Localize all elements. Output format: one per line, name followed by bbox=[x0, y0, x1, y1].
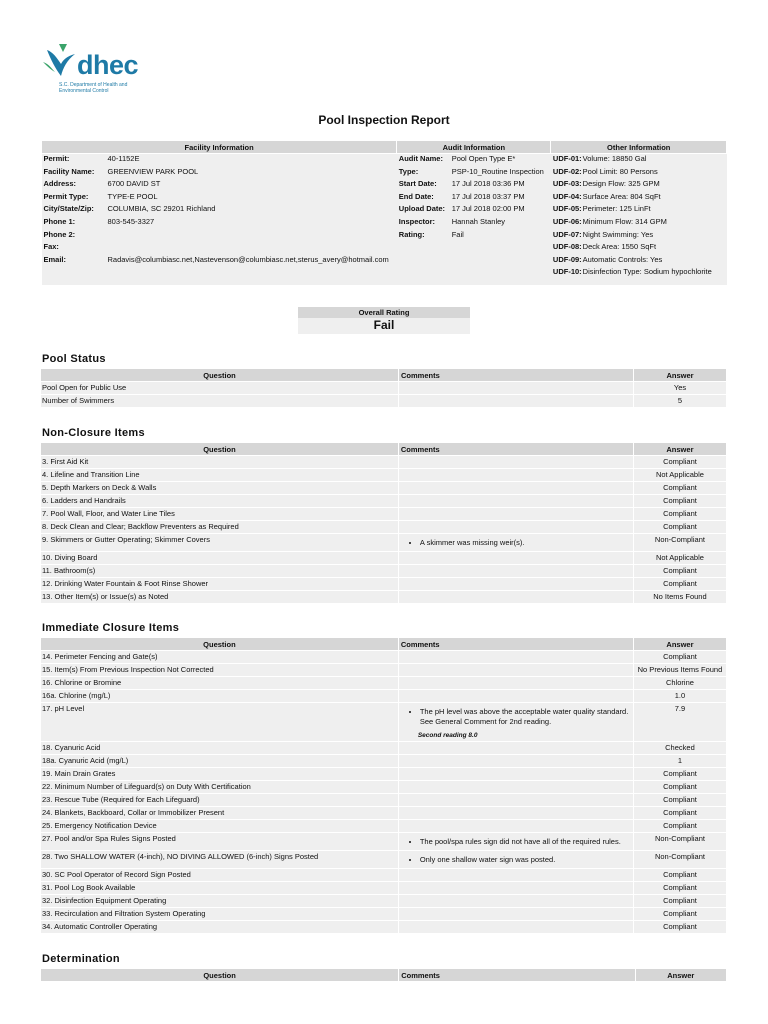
answer-value: Compliant bbox=[633, 565, 726, 578]
comment-item: • The pH level was above the acceptable water quality standard. See General Comment for 2nd reading. bbox=[420, 707, 632, 727]
facility-row bbox=[42, 242, 397, 255]
facility-row bbox=[42, 179, 397, 192]
question-row bbox=[41, 521, 727, 534]
question-text: 30. SC Pool Operator of Record Sign Posted bbox=[41, 869, 398, 882]
answer-value: Checked bbox=[633, 742, 726, 755]
comment-item: • The pool/spa rules sign did not have all of the required rules. bbox=[420, 837, 632, 847]
section-title-non-closure: Non-Closure Items bbox=[42, 427, 145, 439]
question-row bbox=[41, 469, 727, 482]
other-value: Design Flow: 325 GPM bbox=[582, 179, 660, 189]
facility-key: Phone 2: bbox=[43, 229, 76, 239]
question-row bbox=[41, 395, 727, 408]
question-column-header: Question bbox=[41, 443, 398, 456]
comment-cell bbox=[398, 664, 633, 677]
question-text: 16. Chlorine or Bromine bbox=[41, 677, 398, 690]
question-row bbox=[41, 781, 727, 794]
question-row bbox=[41, 851, 727, 869]
answer-value: Compliant bbox=[633, 895, 726, 908]
other-key: UDF-05: bbox=[552, 204, 582, 214]
audit-row bbox=[397, 217, 551, 230]
facility-key: City/State/Zip: bbox=[43, 204, 94, 214]
question-column-header: Question bbox=[41, 969, 399, 981]
column-header-row bbox=[41, 369, 727, 382]
answer-value: Not Applicable bbox=[633, 469, 726, 482]
facility-value: 40-1152E bbox=[107, 154, 140, 163]
other-key: UDF-08: bbox=[552, 242, 582, 252]
overall-rating-label: Overall Rating bbox=[298, 307, 470, 318]
facility-info bbox=[42, 154, 397, 285]
comment-cell bbox=[398, 456, 633, 469]
comment-list bbox=[400, 837, 632, 847]
answer-value: Compliant bbox=[633, 521, 726, 534]
answer-value: Non-Compliant bbox=[633, 534, 726, 552]
overall-rating-value: Fail bbox=[373, 318, 395, 332]
answer-value: Non-Compliant bbox=[633, 833, 726, 851]
facility-key: Fax: bbox=[43, 242, 59, 252]
comment-cell bbox=[398, 469, 633, 482]
facility-value: TYPE-E POOL bbox=[107, 191, 158, 201]
comment-cell bbox=[398, 807, 633, 820]
overall-rating bbox=[298, 307, 470, 334]
audit-value: Pool Open Type E* bbox=[451, 154, 516, 163]
audit-row bbox=[397, 179, 551, 192]
audit-value: PSP-10_Routine Inspection bbox=[451, 166, 544, 176]
comment-note: Second reading 8.0 bbox=[417, 732, 478, 739]
question-row bbox=[41, 508, 727, 521]
question-text: 7. Pool Wall, Floor, and Water Line Tiles bbox=[41, 508, 398, 521]
audit-key: Upload Date: bbox=[398, 204, 446, 214]
comments-column-header: Comments bbox=[398, 443, 633, 456]
audit-key: Rating: bbox=[398, 229, 425, 239]
answer-value: Compliant bbox=[633, 495, 726, 508]
immediate-closure-table bbox=[41, 638, 727, 933]
question-row bbox=[41, 908, 727, 921]
comment-cell bbox=[398, 755, 633, 768]
answer-value: Compliant bbox=[633, 508, 726, 521]
answer-value: Compliant bbox=[633, 781, 726, 794]
facility-key: Permit Type: bbox=[43, 191, 89, 201]
other-value: Deck Area: 1550 SqFt bbox=[582, 242, 657, 252]
facility-heading: Facility Information bbox=[42, 141, 397, 154]
answer-value: Non-Compliant bbox=[633, 851, 726, 869]
answer-value: No Items Found bbox=[633, 591, 726, 604]
facility-value bbox=[106, 242, 397, 255]
question-text: 17. pH Level bbox=[41, 703, 398, 742]
facility-row bbox=[42, 230, 397, 243]
audit-key: Start Date: bbox=[398, 179, 437, 189]
question-text: 11. Bathroom(s) bbox=[41, 565, 398, 578]
facility-value: Radavis@columbiasc.net,Nastevenson@columbiasc.net,sterus_avery@hotmail.com bbox=[107, 254, 389, 264]
question-text: 16a. Chlorine (mg/L) bbox=[41, 690, 398, 703]
facility-row bbox=[42, 204, 397, 217]
facility-key: Permit: bbox=[43, 154, 70, 163]
other-row bbox=[551, 217, 727, 230]
pool-status-table bbox=[41, 369, 727, 407]
comment-cell bbox=[398, 895, 633, 908]
question-text: 6. Ladders and Handrails bbox=[41, 495, 398, 508]
other-value: Night Swimming: Yes bbox=[582, 229, 654, 239]
question-text: 27. Pool and/or Spa Rules Signs Posted bbox=[41, 833, 398, 851]
comment-cell bbox=[399, 395, 634, 408]
other-key: UDF-09: bbox=[552, 254, 582, 264]
question-row bbox=[41, 651, 727, 664]
answer-value: 1.0 bbox=[633, 690, 726, 703]
question-row bbox=[41, 820, 727, 833]
determination-table bbox=[41, 969, 727, 981]
audit-row bbox=[397, 154, 551, 167]
facility-value: GREENVIEW PARK POOL bbox=[107, 166, 199, 176]
other-row bbox=[551, 192, 727, 205]
question-row bbox=[41, 690, 727, 703]
question-text: 13. Other Item(s) or Issue(s) as Noted bbox=[41, 591, 398, 604]
comment-cell bbox=[398, 851, 633, 869]
audit-row bbox=[397, 192, 551, 205]
question-text: 5. Depth Markers on Deck & Walls bbox=[41, 482, 398, 495]
question-text: 19. Main Drain Grates bbox=[41, 768, 398, 781]
other-value: Pool Limit: 80 Persons bbox=[582, 166, 658, 176]
comment-cell bbox=[398, 833, 633, 851]
question-row bbox=[41, 591, 727, 604]
question-text: 34. Automatic Controller Operating bbox=[41, 921, 398, 934]
answer-column-header: Answer bbox=[634, 369, 727, 382]
question-text: 23. Rescue Tube (Required for Each Lifeguard) bbox=[41, 794, 398, 807]
audit-info bbox=[397, 154, 551, 285]
other-key: UDF-06: bbox=[552, 216, 582, 226]
audit-heading: Audit Information bbox=[397, 141, 551, 154]
answer-value: Compliant bbox=[633, 882, 726, 895]
question-row bbox=[41, 768, 727, 781]
other-value: Automatic Controls: Yes bbox=[582, 254, 663, 264]
question-row bbox=[41, 755, 727, 768]
question-row bbox=[41, 833, 727, 851]
answer-value: Compliant bbox=[633, 820, 726, 833]
comment-cell bbox=[398, 482, 633, 495]
facility-value: 803-545-3327 bbox=[107, 216, 155, 226]
question-row bbox=[41, 703, 727, 742]
section-title-determination: Determination bbox=[42, 953, 120, 965]
answer-value: Not Applicable bbox=[633, 552, 726, 565]
comment-cell bbox=[398, 794, 633, 807]
question-row bbox=[41, 664, 727, 677]
other-value: Volume: 18850 Gal bbox=[582, 154, 647, 163]
answer-column-header: Answer bbox=[633, 443, 726, 456]
question-text: 9. Skimmers or Gutter Operating; Skimmer Covers bbox=[41, 534, 398, 552]
other-key: UDF-07: bbox=[552, 229, 582, 239]
column-header-row bbox=[41, 969, 727, 981]
other-row bbox=[551, 154, 727, 167]
facility-value: 6700 DAVID ST bbox=[107, 179, 161, 189]
comment-cell bbox=[398, 508, 633, 521]
comment-cell bbox=[398, 552, 633, 565]
audit-key: Audit Name: bbox=[398, 154, 443, 163]
question-row bbox=[41, 794, 727, 807]
comment-cell bbox=[398, 768, 633, 781]
answer-value: Compliant bbox=[633, 768, 726, 781]
comment-cell bbox=[398, 495, 633, 508]
comment-cell bbox=[398, 651, 633, 664]
other-value: Disinfection Type: Sodium hypochlorite bbox=[582, 267, 712, 277]
question-column-header: Question bbox=[41, 638, 398, 651]
comment-list bbox=[400, 538, 632, 548]
answer-value: 1 bbox=[633, 755, 726, 768]
column-header-row bbox=[41, 443, 727, 456]
logo-wordmark: dhec bbox=[77, 50, 139, 80]
question-text: 4. Lifeline and Transition Line bbox=[41, 469, 398, 482]
audit-row bbox=[397, 230, 551, 243]
other-value: Perimeter: 125 LinFt bbox=[582, 204, 651, 214]
question-text: 18. Cyanuric Acid bbox=[41, 742, 398, 755]
logo-mark-icon bbox=[41, 42, 81, 82]
question-text: 18a. Cyanuric Acid (mg/L) bbox=[41, 755, 398, 768]
comments-column-header: Comments bbox=[399, 969, 635, 981]
facility-key: Phone 1: bbox=[43, 216, 76, 226]
other-info bbox=[551, 154, 727, 285]
audit-value: 17 Jul 2018 03:37 PM bbox=[451, 191, 525, 201]
other-row bbox=[551, 179, 727, 192]
logo-subtitle: S.C. Department of Health and Environmental Control bbox=[59, 82, 128, 94]
info-table bbox=[41, 140, 727, 285]
comment-cell bbox=[398, 908, 633, 921]
question-text: 33. Recirculation and Filtration System Operating bbox=[41, 908, 398, 921]
answer-value: Compliant bbox=[633, 794, 726, 807]
question-text: 3. First Aid Kit bbox=[41, 456, 398, 469]
facility-row bbox=[42, 255, 397, 268]
question-text: 32. Disinfection Equipment Operating bbox=[41, 895, 398, 908]
comment-cell bbox=[398, 534, 633, 552]
facility-key: Facility Name: bbox=[43, 166, 95, 176]
answer-value: Compliant bbox=[633, 482, 726, 495]
question-text: 31. Pool Log Book Available bbox=[41, 882, 398, 895]
question-row bbox=[41, 382, 727, 395]
other-row bbox=[551, 167, 727, 180]
question-row bbox=[41, 742, 727, 755]
comment-cell bbox=[398, 781, 633, 794]
facility-row bbox=[42, 192, 397, 205]
audit-row bbox=[397, 204, 551, 217]
comment-item: • Only one shallow water sign was posted. bbox=[420, 855, 632, 865]
facility-row bbox=[42, 154, 397, 167]
facility-row bbox=[42, 217, 397, 230]
answer-value: 7.9 bbox=[633, 703, 726, 742]
audit-row bbox=[397, 167, 551, 180]
facility-row bbox=[42, 167, 397, 180]
comment-cell bbox=[398, 565, 633, 578]
question-row bbox=[41, 552, 727, 565]
other-row bbox=[551, 255, 727, 268]
comment-list bbox=[400, 707, 632, 727]
question-text: Number of Swimmers bbox=[41, 395, 399, 408]
answer-value: Compliant bbox=[633, 456, 726, 469]
other-row bbox=[551, 230, 727, 243]
question-row bbox=[41, 807, 727, 820]
comments-column-header: Comments bbox=[399, 369, 634, 382]
audit-value: Fail bbox=[451, 229, 464, 239]
other-heading: Other Information bbox=[551, 141, 727, 154]
question-row bbox=[41, 895, 727, 908]
other-row bbox=[551, 242, 727, 255]
facility-value bbox=[106, 230, 397, 243]
question-row bbox=[41, 677, 727, 690]
answer-value: 5 bbox=[634, 395, 727, 408]
section-title-pool-status: Pool Status bbox=[42, 353, 106, 365]
question-row bbox=[41, 456, 727, 469]
comment-cell bbox=[398, 703, 633, 742]
audit-value: 17 Jul 2018 02:00 PM bbox=[451, 204, 525, 214]
answer-value: Compliant bbox=[633, 908, 726, 921]
question-text: 22. Minimum Number of Lifeguard(s) on Duty With Certification bbox=[41, 781, 398, 794]
comment-cell bbox=[398, 921, 633, 934]
facility-value: COLUMBIA, SC 29201 Richland bbox=[107, 204, 216, 214]
answer-value: Chlorine bbox=[633, 677, 726, 690]
question-text: 14. Perimeter Fencing and Gate(s) bbox=[41, 651, 398, 664]
other-key: UDF-03: bbox=[552, 179, 582, 189]
column-header-row bbox=[41, 638, 727, 651]
comment-cell bbox=[398, 690, 633, 703]
question-column-header: Question bbox=[41, 369, 399, 382]
comment-cell bbox=[399, 382, 634, 395]
other-value: Surface Area: 804 SqFt bbox=[582, 191, 661, 201]
facility-key: Email: bbox=[43, 254, 67, 264]
other-row bbox=[551, 267, 727, 280]
question-row bbox=[41, 869, 727, 882]
question-text: 15. Item(s) From Previous Inspection Not Corrected bbox=[41, 664, 398, 677]
answer-value: Compliant bbox=[633, 578, 726, 591]
other-row bbox=[551, 204, 727, 217]
comment-cell bbox=[398, 882, 633, 895]
comment-cell bbox=[398, 742, 633, 755]
question-text: 8. Deck Clean and Clear; Backflow Preventers as Required bbox=[41, 521, 398, 534]
other-key: UDF-10: bbox=[552, 267, 582, 277]
other-key: UDF-02: bbox=[552, 166, 582, 176]
question-row bbox=[41, 495, 727, 508]
other-key: UDF-04: bbox=[552, 191, 582, 201]
answer-value: Compliant bbox=[633, 869, 726, 882]
audit-key: End Date: bbox=[398, 191, 434, 201]
question-text: Pool Open for Public Use bbox=[41, 382, 399, 395]
question-text: 12. Drinking Water Fountain & Foot Rinse Shower bbox=[41, 578, 398, 591]
other-key: UDF-01: bbox=[552, 154, 582, 163]
audit-value: Hannah Stanley bbox=[451, 216, 506, 226]
answer-value: Yes bbox=[634, 382, 727, 395]
question-row bbox=[41, 921, 727, 934]
question-text: 28. Two SHALLOW WATER (4-inch), NO DIVING ALLOWED (6-inch) Signs Posted bbox=[41, 851, 398, 869]
answer-column-header: Answer bbox=[633, 638, 726, 651]
answer-value: Compliant bbox=[633, 921, 726, 934]
question-row bbox=[41, 565, 727, 578]
report-title: Pool Inspection Report bbox=[318, 113, 450, 127]
comment-cell bbox=[398, 591, 633, 604]
audit-key: Type: bbox=[398, 166, 419, 176]
question-row bbox=[41, 882, 727, 895]
question-row bbox=[41, 534, 727, 552]
answer-column-header: Answer bbox=[635, 969, 726, 981]
question-row bbox=[41, 578, 727, 591]
non-closure-table bbox=[41, 443, 727, 603]
audit-value: 17 Jul 2018 03:36 PM bbox=[451, 179, 525, 189]
comment-cell bbox=[398, 677, 633, 690]
comment-cell bbox=[398, 869, 633, 882]
question-text: 10. Diving Board bbox=[41, 552, 398, 565]
question-text: 24. Blankets, Backboard, Collar or Immobilizer Present bbox=[41, 807, 398, 820]
audit-key: Inspector: bbox=[398, 216, 436, 226]
comment-cell bbox=[398, 521, 633, 534]
question-row bbox=[41, 482, 727, 495]
question-text: 25. Emergency Notification Device bbox=[41, 820, 398, 833]
answer-value: No Previous Items Found bbox=[633, 664, 726, 677]
other-value: Minimum Flow: 314 GPM bbox=[582, 216, 667, 226]
answer-value: Compliant bbox=[633, 651, 726, 664]
facility-key: Address: bbox=[43, 179, 77, 189]
answer-value: Compliant bbox=[633, 807, 726, 820]
comment-cell bbox=[398, 578, 633, 591]
comment-list bbox=[400, 855, 632, 865]
dhec-logo bbox=[41, 42, 151, 100]
section-title-immediate-closure: Immediate Closure Items bbox=[42, 622, 180, 634]
comment-cell bbox=[398, 820, 633, 833]
comment-item: • A skimmer was missing weir(s). bbox=[420, 538, 632, 548]
comments-column-header: Comments bbox=[398, 638, 633, 651]
